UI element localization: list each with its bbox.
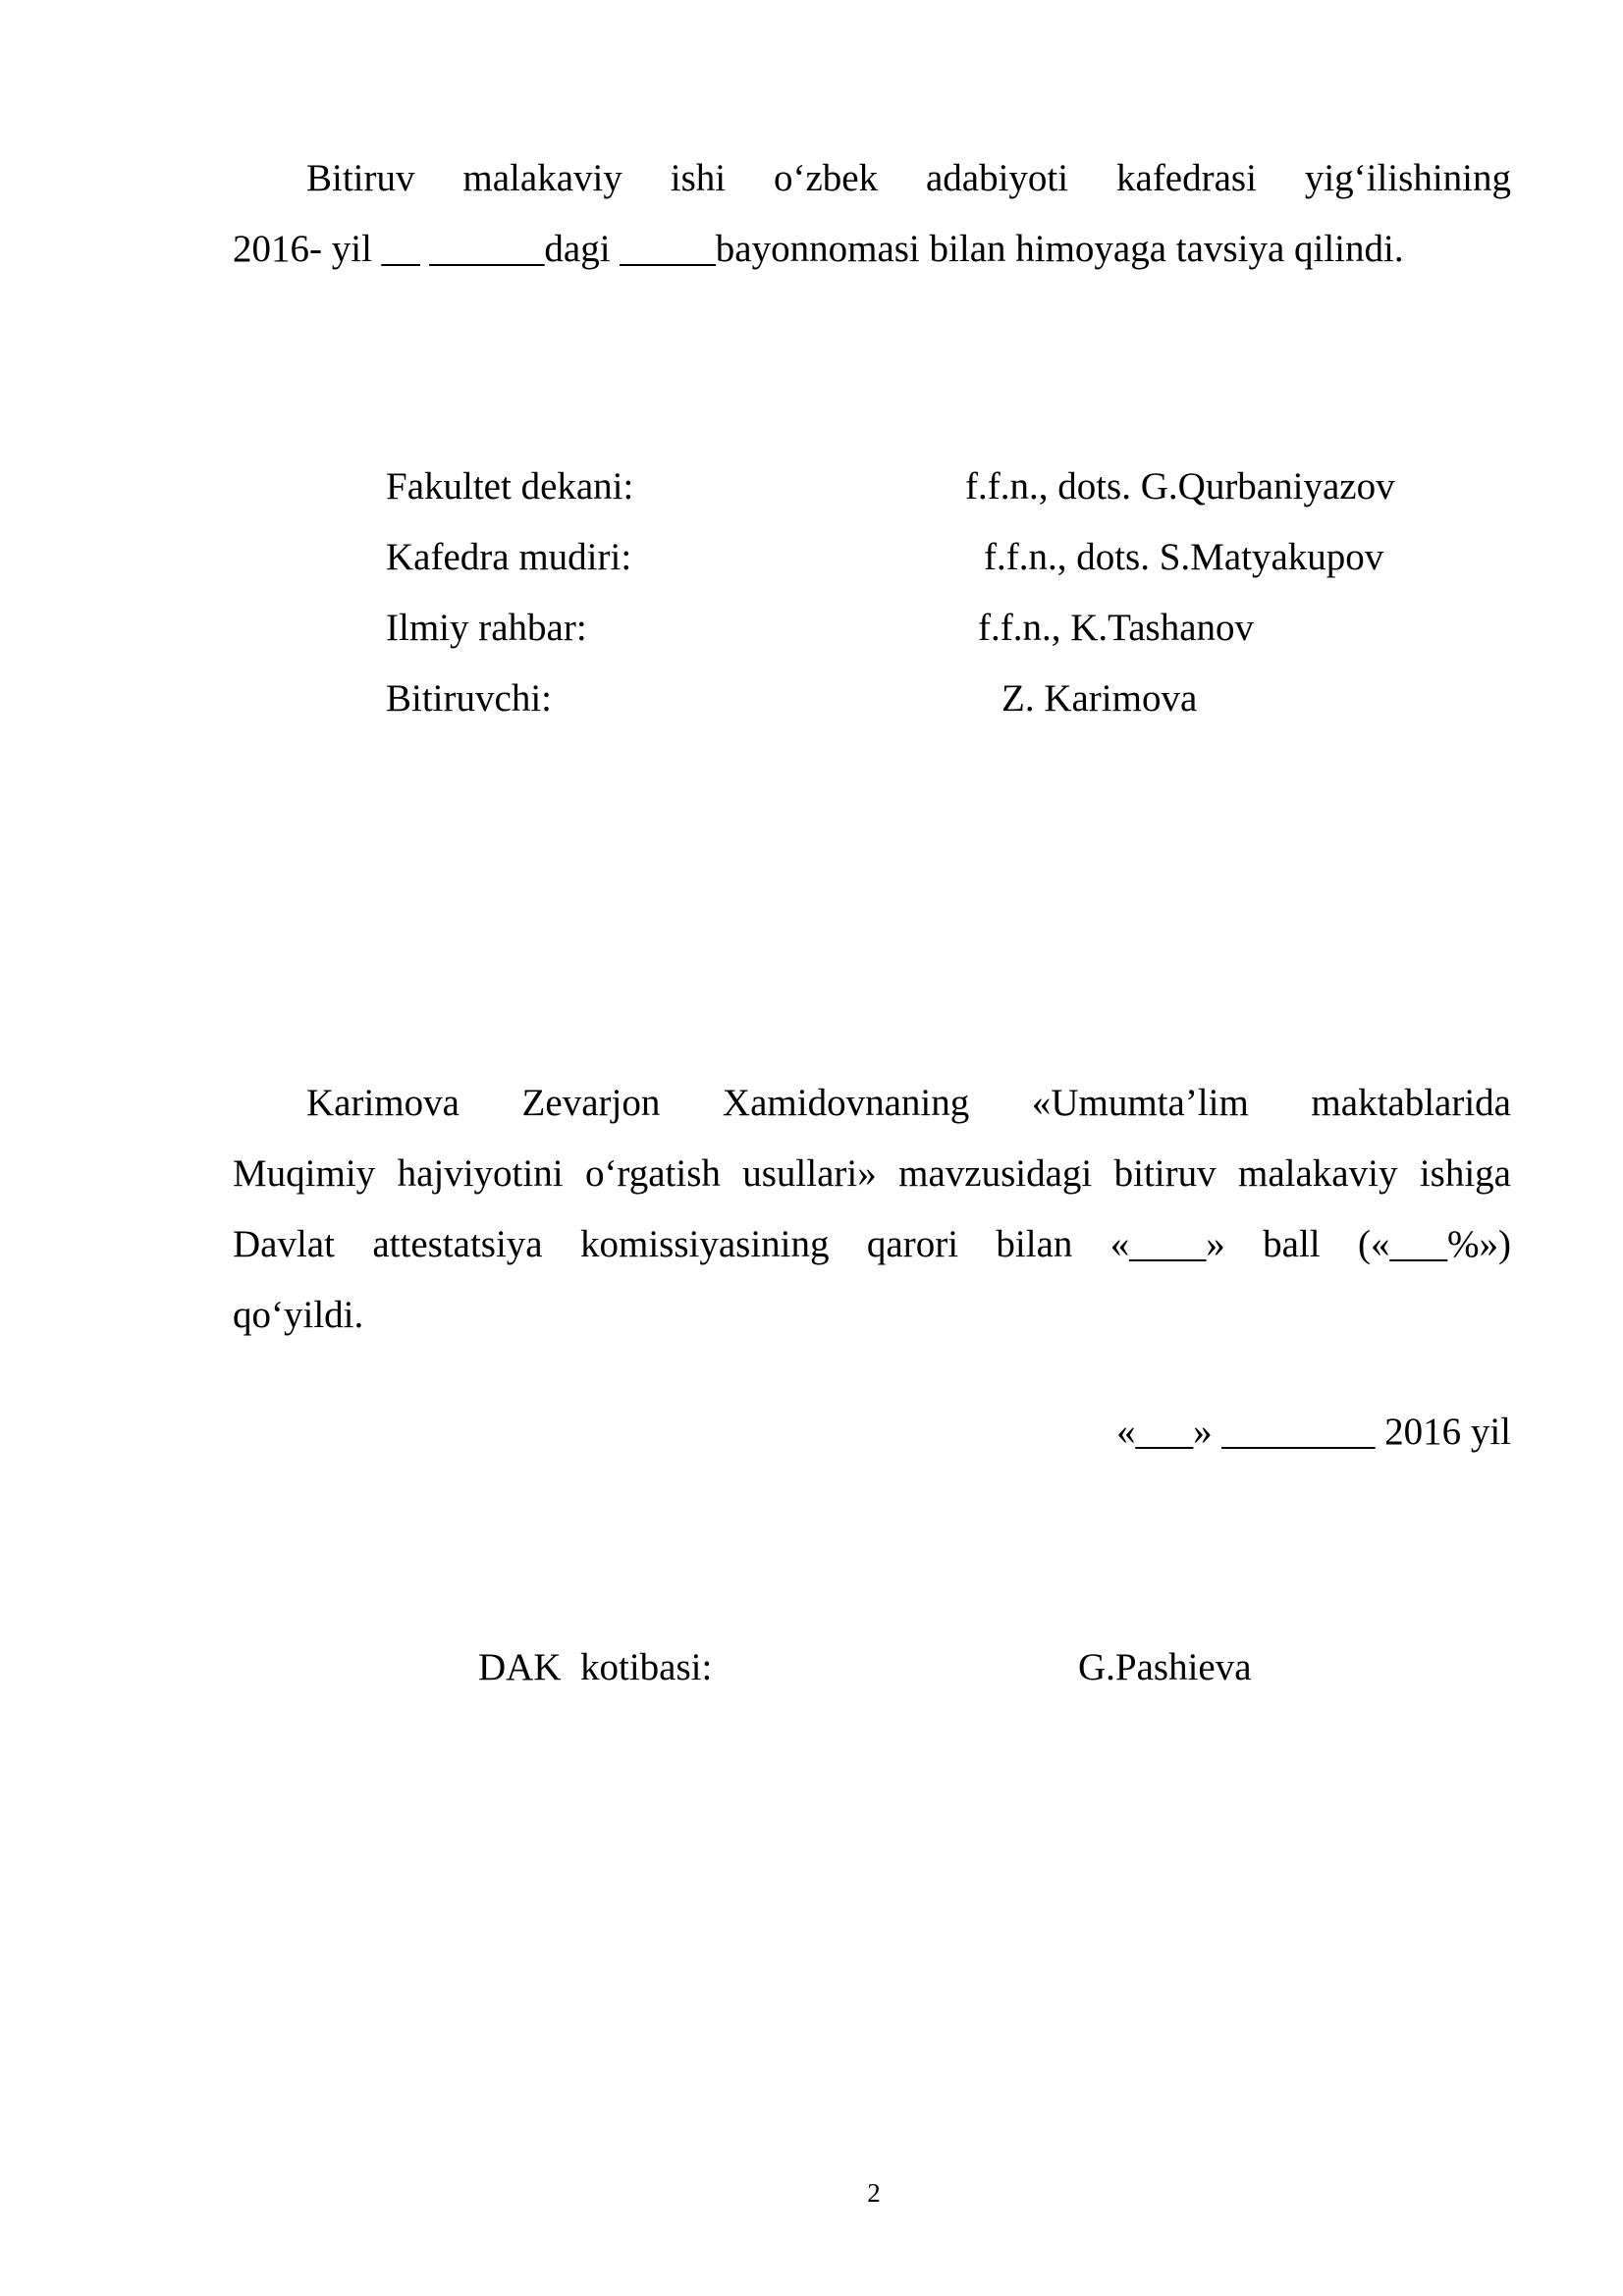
grading-paragraph xyxy=(233,1068,1511,1351)
recommendation-line-2: 2016- yil __ ______dagi _____bayonnomasi bilan himoyaga tavsiya qilindi. xyxy=(233,228,1404,270)
grading-line-4: qo‘yildi. xyxy=(233,1294,364,1336)
recommendation-line-1: Bitiruv malakaviy ishi o‘zbek adabiyoti kafedrasi yig‘ilishining xyxy=(306,157,1511,199)
date-line: «___» ________ 2016 yil xyxy=(1116,1411,1511,1453)
signatory-name-head: f.f.n., dots. S.Matyakupov xyxy=(984,536,1384,578)
secretary-role: DAK kotibasi: xyxy=(478,1646,713,1688)
signatory-role-dean: Fakultet dekani: xyxy=(386,465,634,507)
grading-line-1: Karimova Zevarjon Xamidovnaning «Umumta’lim maktablarida xyxy=(306,1082,1511,1124)
page-number: 2 xyxy=(867,2178,881,2208)
signatory-role-graduate: Bitiruvchi: xyxy=(386,677,552,720)
signatory-role-supervisor: Ilmiy rahbar: xyxy=(386,607,587,649)
signatory-role-head: Kafedra mudiri: xyxy=(386,536,632,578)
signatory-name-dean: f.f.n., dots. G.Qurbaniyazov xyxy=(965,465,1395,507)
secretary-name: G.Pashieva xyxy=(1078,1646,1252,1688)
grading-line-2: Muqimiy hajviyotini o‘rgatish usullari» mavzusidagi bitiruv malakaviy ishiga xyxy=(233,1152,1511,1195)
signatory-name-supervisor: f.f.n., K.Tashanov xyxy=(978,607,1255,649)
grading-line-3: Davlat attestatsiya komissiyasining qarori bilan «____» ball («___%») xyxy=(233,1223,1511,1265)
recommendation-paragraph xyxy=(233,143,1511,285)
signatory-name-graduate: Z. Karimova xyxy=(1001,677,1198,720)
